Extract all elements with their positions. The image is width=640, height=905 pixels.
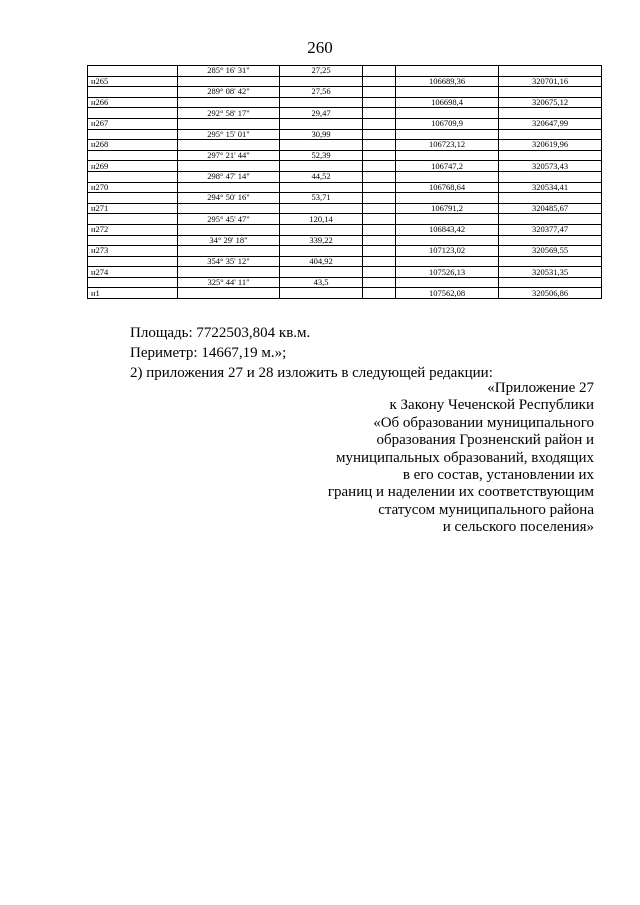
segment-length-cell: [280, 76, 363, 87]
x-coordinate-cell: [396, 87, 499, 98]
x-coordinate-cell: [396, 214, 499, 225]
segment-length-cell: 43,5: [280, 277, 363, 288]
segment-length-cell: 52,39: [280, 150, 363, 161]
spacer-cell: [363, 171, 396, 182]
x-coordinate-cell: 106843,42: [396, 224, 499, 235]
perimeter-line: Периметр: 14667,19 м.»;: [130, 345, 287, 361]
appendix-line: и сельского поселения»: [442, 519, 594, 536]
table-row: [88, 256, 602, 267]
x-coordinate-cell: 107562,08: [396, 288, 499, 299]
x-coordinate-cell: 106723,12: [396, 140, 499, 151]
point-name-cell: [88, 256, 178, 267]
direction-angle-cell: [178, 182, 280, 193]
direction-angle-cell: 285° 16' 31": [178, 66, 280, 77]
spacer-cell: [363, 267, 396, 278]
spacer-cell: [363, 288, 396, 299]
table-row: [88, 129, 602, 140]
segment-length-cell: 27,56: [280, 87, 363, 98]
segment-length-cell: 53,71: [280, 193, 363, 204]
table-row: [88, 277, 602, 288]
table-row: [88, 118, 602, 129]
segment-length-cell: 339,22: [280, 235, 363, 246]
point-name-cell: [88, 129, 178, 140]
table-row: [88, 108, 602, 119]
direction-angle-cell: [178, 76, 280, 87]
x-coordinate-cell: 107526,13: [396, 267, 499, 278]
point-name-cell: н267: [88, 118, 178, 129]
segment-length-cell: 29,47: [280, 108, 363, 119]
area-line: Площадь: 7722503,804 кв.м.: [130, 325, 311, 341]
page-number: 260: [307, 38, 333, 57]
table-row: [88, 182, 602, 193]
direction-angle-cell: 325° 44' 11": [178, 277, 280, 288]
appendix-line: «Приложение 27: [487, 380, 594, 396]
segment-length-cell: [280, 203, 363, 214]
y-coordinate-cell: [499, 214, 602, 225]
appendix-line: границ и наделении их соответствующим: [327, 484, 594, 501]
direction-angle-cell: [178, 224, 280, 235]
table-row: [88, 203, 602, 214]
segment-length-cell: 44,52: [280, 171, 363, 182]
spacer-cell: [363, 140, 396, 151]
x-coordinate-cell: 106709,9: [396, 118, 499, 129]
y-coordinate-cell: [499, 235, 602, 246]
y-coordinate-cell: 320619,96: [499, 140, 602, 151]
y-coordinate-cell: 320506,86: [499, 288, 602, 299]
direction-angle-cell: 34° 29' 18": [178, 235, 280, 246]
point-name-cell: н271: [88, 203, 178, 214]
appendix-line: статусом муниципального района: [378, 501, 594, 518]
x-coordinate-cell: [396, 150, 499, 161]
segment-length-cell: 30,99: [280, 129, 363, 140]
segment-length-cell: [280, 224, 363, 235]
point-name-cell: н265: [88, 76, 178, 87]
y-coordinate-cell: 320531,35: [499, 267, 602, 278]
appendix-heading: [328, 380, 594, 537]
point-name-cell: [88, 150, 178, 161]
direction-angle-cell: 294° 50' 16": [178, 193, 280, 204]
table-row: [88, 66, 602, 77]
direction-angle-cell: [178, 267, 280, 278]
segment-length-cell: [280, 182, 363, 193]
segment-length-cell: [280, 161, 363, 172]
x-coordinate-cell: 106747,2: [396, 161, 499, 172]
spacer-cell: [363, 97, 396, 108]
direction-angle-cell: 297° 21' 44": [178, 150, 280, 161]
y-coordinate-cell: 320569,55: [499, 246, 602, 257]
segment-length-cell: [280, 288, 363, 299]
x-coordinate-cell: [396, 235, 499, 246]
point-name-cell: н270: [88, 182, 178, 193]
appendix-line: к Закону Чеченской Республики: [389, 397, 594, 414]
y-coordinate-cell: [499, 193, 602, 204]
table-row: [88, 140, 602, 151]
y-coordinate-cell: 320573,43: [499, 161, 602, 172]
y-coordinate-cell: 320675,12: [499, 97, 602, 108]
direction-angle-cell: [178, 118, 280, 129]
table-row: [88, 150, 602, 161]
x-coordinate-cell: 106791,2: [396, 203, 499, 214]
spacer-cell: [363, 108, 396, 119]
point-name-cell: [88, 108, 178, 119]
x-coordinate-cell: [396, 66, 499, 77]
point-name-cell: н272: [88, 224, 178, 235]
spacer-cell: [363, 193, 396, 204]
spacer-cell: [363, 203, 396, 214]
spacer-cell: [363, 150, 396, 161]
spacer-cell: [363, 256, 396, 267]
y-coordinate-cell: [499, 256, 602, 267]
point-name-cell: [88, 87, 178, 98]
direction-angle-cell: [178, 288, 280, 299]
direction-angle-cell: [178, 97, 280, 108]
amendment-line: 2) приложения 27 и 28 изложить в следующей редакции:: [130, 365, 493, 381]
appendix-line: муниципальных образований, входящих: [335, 449, 594, 466]
x-coordinate-cell: 106698,4: [396, 97, 499, 108]
table-row: [88, 171, 602, 182]
spacer-cell: [363, 76, 396, 87]
direction-angle-cell: 292° 58' 17": [178, 108, 280, 119]
table-row: [88, 246, 602, 257]
appendix-line: образования Грозненский район и: [376, 432, 594, 449]
point-name-cell: [88, 171, 178, 182]
x-coordinate-cell: [396, 277, 499, 288]
table-row: [88, 76, 602, 87]
point-name-cell: [88, 193, 178, 204]
direction-angle-cell: [178, 140, 280, 151]
segment-length-cell: [280, 246, 363, 257]
direction-angle-cell: 354° 35' 12": [178, 256, 280, 267]
spacer-cell: [363, 214, 396, 225]
direction-angle-cell: 289° 08' 42": [178, 87, 280, 98]
spacer-cell: [363, 87, 396, 98]
spacer-cell: [363, 161, 396, 172]
direction-angle-cell: 295° 15' 01": [178, 129, 280, 140]
y-coordinate-cell: 320534,41: [499, 182, 602, 193]
table-row: [88, 288, 602, 299]
x-coordinate-cell: 107123,02: [396, 246, 499, 257]
segment-length-cell: [280, 140, 363, 151]
table-row: [88, 214, 602, 225]
segment-length-cell: [280, 97, 363, 108]
spacer-cell: [363, 277, 396, 288]
table-row: [88, 87, 602, 98]
point-name-cell: [88, 66, 178, 77]
point-name-cell: [88, 277, 178, 288]
point-name-cell: [88, 235, 178, 246]
x-coordinate-cell: 106768,64: [396, 182, 499, 193]
point-name-cell: н269: [88, 161, 178, 172]
y-coordinate-cell: 320647,99: [499, 118, 602, 129]
point-name-cell: [88, 214, 178, 225]
direction-angle-cell: [178, 203, 280, 214]
table-row: [88, 193, 602, 204]
spacer-cell: [363, 246, 396, 257]
table-row: [88, 235, 602, 246]
x-coordinate-cell: [396, 171, 499, 182]
y-coordinate-cell: 320377,47: [499, 224, 602, 235]
table-row: [88, 224, 602, 235]
y-coordinate-cell: 320485,67: [499, 203, 602, 214]
y-coordinate-cell: [499, 66, 602, 77]
appendix-line: «Об образовании муниципального: [373, 414, 594, 431]
segment-length-cell: 404,92: [280, 256, 363, 267]
point-name-cell: н266: [88, 97, 178, 108]
x-coordinate-cell: [396, 108, 499, 119]
x-coordinate-cell: 106689,36: [396, 76, 499, 87]
segment-length-cell: [280, 267, 363, 278]
spacer-cell: [363, 182, 396, 193]
y-coordinate-cell: [499, 108, 602, 119]
y-coordinate-cell: 320701,16: [499, 76, 602, 87]
y-coordinate-cell: [499, 129, 602, 140]
table-row: [88, 161, 602, 172]
segment-length-cell: 120,14: [280, 214, 363, 225]
direction-angle-cell: 295° 45' 47": [178, 214, 280, 225]
y-coordinate-cell: [499, 277, 602, 288]
direction-angle-cell: 298° 47' 14": [178, 171, 280, 182]
segment-length-cell: [280, 118, 363, 129]
point-name-cell: н1: [88, 288, 178, 299]
y-coordinate-cell: [499, 171, 602, 182]
appendix-line: в его состав, установлении их: [402, 467, 594, 484]
spacer-cell: [363, 118, 396, 129]
table-row: [88, 97, 602, 108]
y-coordinate-cell: [499, 150, 602, 161]
direction-angle-cell: [178, 161, 280, 172]
point-name-cell: н273: [88, 246, 178, 257]
x-coordinate-cell: [396, 193, 499, 204]
point-name-cell: н274: [88, 267, 178, 278]
point-name-cell: н268: [88, 140, 178, 151]
direction-angle-cell: [178, 246, 280, 257]
segment-length-cell: 27,25: [280, 66, 363, 77]
spacer-cell: [363, 224, 396, 235]
y-coordinate-cell: [499, 87, 602, 98]
spacer-cell: [363, 129, 396, 140]
spacer-cell: [363, 235, 396, 246]
spacer-cell: [363, 66, 396, 77]
table-row: [88, 267, 602, 278]
boundary-coordinates-table: [87, 65, 602, 299]
x-coordinate-cell: [396, 129, 499, 140]
x-coordinate-cell: [396, 256, 499, 267]
